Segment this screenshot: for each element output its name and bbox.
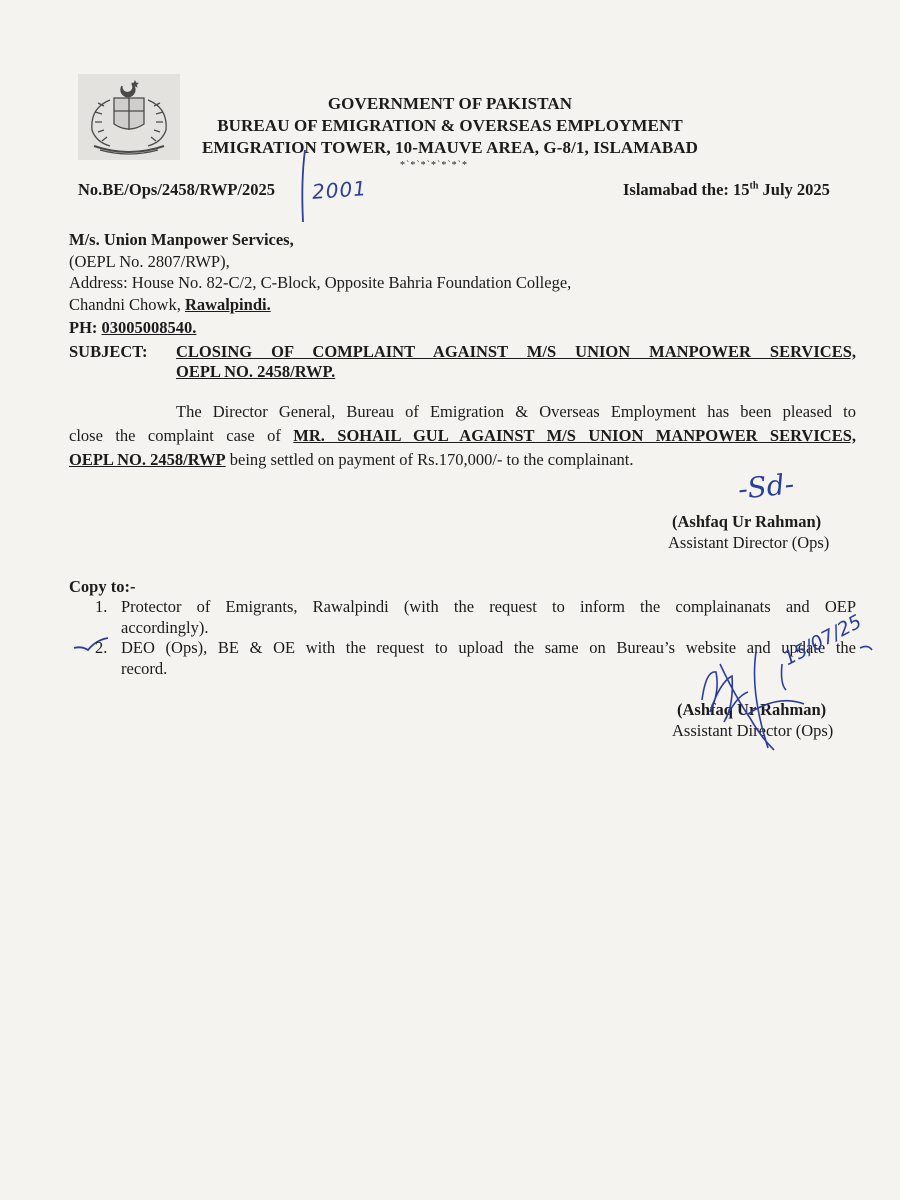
reference-number: No.BE/Ops/2458/RWP/2025 xyxy=(78,180,275,199)
handwritten-date: 15/07/25 xyxy=(779,610,866,670)
signatory-name: (Ashfaq Ur Rahman) xyxy=(672,512,822,531)
body-line3: OEPL NO. 2458/RWP being settled on payment of Rs.170,000/- to the complainant. xyxy=(69,450,634,469)
addressee-name: M/s. Union Manpower Services, xyxy=(69,230,294,249)
addressee-address-line1: Address: House No. 82-C/2, C-Block, Opposite Bahria Foundation College, xyxy=(69,273,572,292)
copy-to-label: Copy to:- xyxy=(69,577,136,596)
addressee-oepl: (OEPL No. 2807/RWP), xyxy=(69,252,230,271)
addressee-city: Rawalpindi. xyxy=(184,295,271,314)
header-stars-divider: *`*`*`*`*`*`* xyxy=(400,160,468,171)
copy-item-1-number: 1. xyxy=(95,597,108,616)
body-line1: The Director General, Bureau of Emigration & Overseas Employment has been pleased to xyxy=(176,402,856,421)
header-line-government: GOVERNMENT OF PAKISTAN xyxy=(327,94,573,113)
copy-item-1-line1: Protector of Emigrants, Rawalpindi (with the request to inform the complainanats and OEP xyxy=(121,597,856,616)
handwritten-diary-number: 2001 xyxy=(311,176,368,204)
signatory-name-2: (Ashfaq Ur Rahman) xyxy=(677,700,827,719)
addressee-phone: PH: 03005008540. xyxy=(69,318,197,337)
addressee-address-line2: Chandni Chowk, Rawalpindi. xyxy=(69,295,271,314)
body-line2: close the complaint case of MR. SOHAIL GUL AGAINST M/S UNION MANPOWER SERVICES, xyxy=(69,426,856,445)
subject-line2: OEPL NO. 2458/RWP. xyxy=(176,362,336,381)
copy-item-2-line2: record. xyxy=(121,659,168,678)
subject-label: SUBJECT: xyxy=(69,342,148,361)
handwritten-sd-mark: -Sd- xyxy=(736,467,796,506)
copy-item-2-number: 2. xyxy=(95,638,108,657)
signatory-title-2: Assistant Director (Ops) xyxy=(672,721,834,740)
signatory-title: Assistant Director (Ops) xyxy=(668,533,830,552)
copy-item-1-line2: accordingly). xyxy=(121,618,209,637)
place-and-date: Islamabad the: 15th July 2025 xyxy=(623,180,830,199)
header-line-address: EMIGRATION TOWER, 10-MAUVE AREA, G-8/1, ISLAMABAD xyxy=(201,138,699,157)
handwritten-bracket-mark xyxy=(293,148,313,228)
subject-line1: CLOSING OF COMPLAINT AGAINST M/S UNION MANPOWER SERVICES, xyxy=(176,342,856,361)
copy-item-2-line1: DEO (Ops), BE & OE with the request to upload the same on Bureau’s website and update the xyxy=(121,638,856,657)
header-line-bureau: BUREAU OF EMIGRATION & OVERSEAS EMPLOYMENT xyxy=(217,116,683,135)
